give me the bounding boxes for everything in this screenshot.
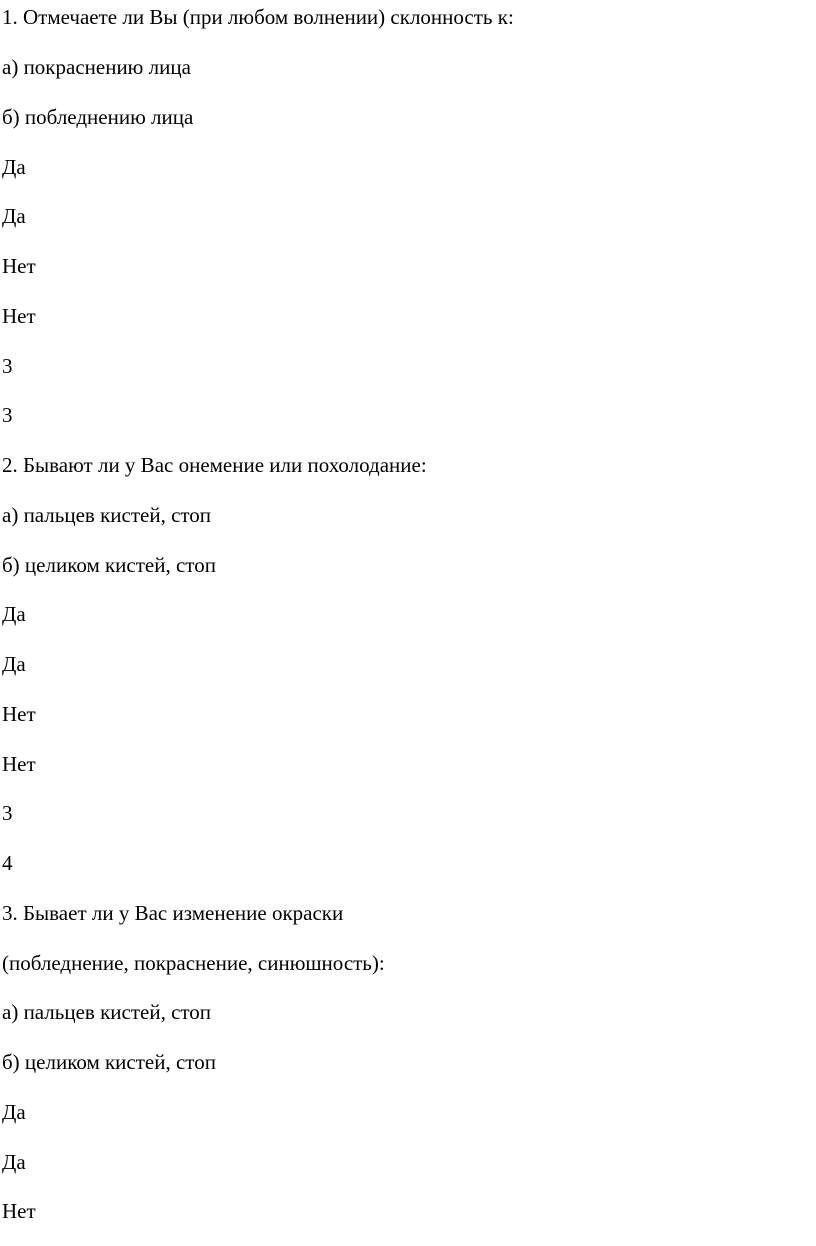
- question-3-option-b: б) целиком кистей, стоп: [2, 1050, 216, 1074]
- question-1-score-b: 3: [2, 403, 13, 427]
- question-3-title-continued: (побледнение, покраснение, синюшность):: [2, 951, 385, 975]
- question-2-title: 2. Бывают ли у Вас онемение или похолодание:: [2, 453, 427, 477]
- question-2-score-b: 4: [2, 851, 13, 875]
- question-2-yes-b: Да: [2, 652, 26, 676]
- question-2-no-b: Нет: [2, 752, 36, 776]
- question-1-option-b: б) побледнению лица: [2, 105, 194, 129]
- question-1-score-a: 3: [2, 354, 13, 378]
- question-3-title: 3. Бывает ли у Вас изменение окраски: [2, 901, 344, 925]
- question-1-title: 1. Отмечаете ли Вы (при любом волнении) склонность к:: [2, 5, 514, 29]
- question-2-no-a: Нет: [2, 702, 36, 726]
- question-2-option-a: а) пальцев кистей, стоп: [2, 503, 212, 527]
- question-1-no-b: Нет: [2, 304, 36, 328]
- question-2-yes-a: Да: [2, 602, 26, 626]
- question-2-score-a: 3: [2, 801, 13, 825]
- question-1-yes-b: Да: [2, 204, 26, 228]
- question-1-no-a: Нет: [2, 254, 36, 278]
- question-3-yes-b: Да: [2, 1150, 26, 1174]
- question-3-option-a: а) пальцев кистей, стоп: [2, 1000, 212, 1024]
- question-3-yes-a: Да: [2, 1100, 26, 1124]
- question-2-option-b: б) целиком кистей, стоп: [2, 553, 216, 577]
- question-3-no-a: Нет: [2, 1199, 36, 1223]
- question-1-option-a: а) покраснению лица: [2, 55, 191, 79]
- question-1-yes-a: Да: [2, 155, 26, 179]
